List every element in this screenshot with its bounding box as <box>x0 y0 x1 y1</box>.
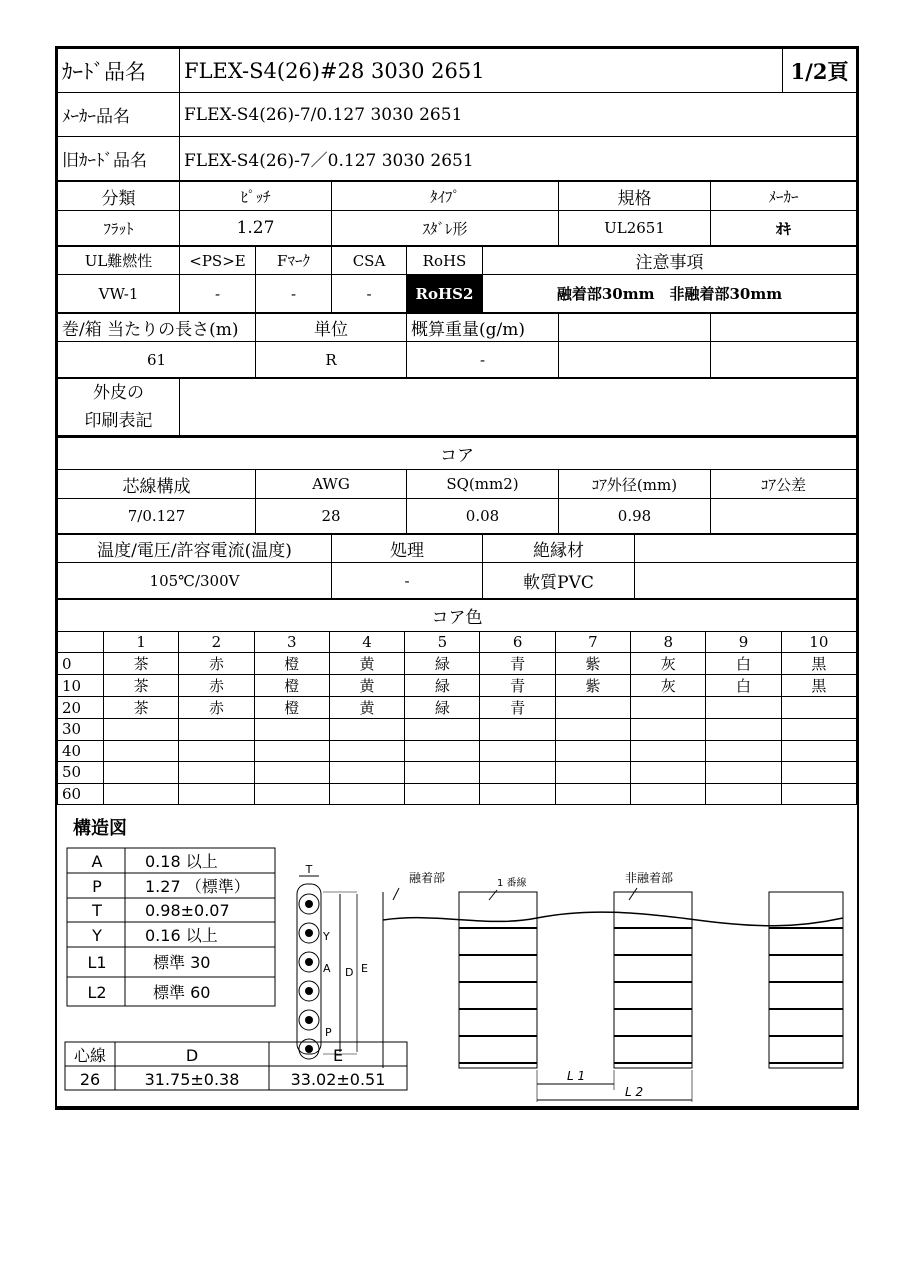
core-color-col-5: 5 <box>405 632 480 653</box>
core-color-cell: 茶 <box>104 653 179 675</box>
core-color-cell: 黄 <box>329 653 404 675</box>
core-color-cell <box>631 697 706 719</box>
page-number: 1/2頁 <box>783 49 857 93</box>
maker-header: ﾒｰｶｰ <box>711 182 857 211</box>
weight-header: 概算重量(g/m) <box>407 314 559 342</box>
core-color-row-label: 0 <box>58 653 104 675</box>
pse-value: - <box>180 275 256 313</box>
label-L2: L 2 <box>625 1085 644 1099</box>
core-diameter-header: ｺｱ外径(mm) <box>559 470 711 499</box>
cross-section-drawing <box>297 863 368 1059</box>
wire-conductor-dot <box>305 1045 313 1053</box>
csa-value: - <box>332 275 407 313</box>
core-color-row-label: 40 <box>58 740 104 762</box>
standard-header: 規格 <box>559 182 711 211</box>
side-view-drawing <box>383 870 843 1102</box>
notes-header: 注意事項 <box>483 247 857 275</box>
core-color-row <box>58 762 857 784</box>
core-dim-wire-count: 26 <box>79 1070 101 1089</box>
core-structure-value: 7/0.127 <box>58 499 256 534</box>
label-non-fused: 非融着部 <box>625 871 674 885</box>
ul-flame-value: VW-1 <box>58 275 180 313</box>
core-color-table <box>57 599 857 805</box>
old-card-name-value: FLEX-S4(26)-7／0.127 3030 2651 <box>180 137 857 181</box>
core-color-cell: 黄 <box>329 675 404 697</box>
core-color-row-label: 60 <box>58 783 104 805</box>
core-color-cell <box>104 719 179 741</box>
label-first-wire: 1 番線 <box>497 878 527 889</box>
core-color-col-2: 2 <box>179 632 254 653</box>
csa-header: CSA <box>332 247 407 275</box>
core-color-row <box>58 740 857 762</box>
maker-name-value: FLEX-S4(26)-7/0.127 3030 2651 <box>180 93 857 137</box>
spec-sheet <box>55 46 859 1110</box>
maker-name-label: ﾒｰｶｰ品名 <box>58 93 180 137</box>
core-color-cell <box>254 762 329 784</box>
type-header: ﾀｲﾌﾟ <box>332 182 559 211</box>
core-color-cell <box>329 762 404 784</box>
core-color-cell: 黒 <box>781 675 856 697</box>
core-color-cell: 橙 <box>254 675 329 697</box>
core-color-cell <box>480 762 555 784</box>
structure-diagram <box>57 800 857 1106</box>
pse-header: <PS>E <box>180 247 256 275</box>
core-color-cell: 茶 <box>104 675 179 697</box>
print-label <box>58 379 180 436</box>
rohs-header: RoHS <box>407 247 483 275</box>
treatment-value: - <box>332 563 483 599</box>
spec-value-P: 1.27 （標準） <box>145 877 250 896</box>
length-header: 巻/箱 当たりの長さ(m) <box>58 314 256 342</box>
core-dim-E-value: 33.02±0.51 <box>290 1070 386 1089</box>
label-L1: L 1 <box>567 1069 586 1083</box>
core-color-cell <box>631 740 706 762</box>
spec-key-L2: L2 <box>87 983 107 1002</box>
core-color-cell <box>405 762 480 784</box>
insulation-header: 絶縁材 <box>483 535 635 563</box>
corner-cell <box>58 632 104 653</box>
wire-conductor-dot <box>305 929 313 937</box>
core-color-cell <box>104 762 179 784</box>
wire-conductor-dot <box>305 900 313 908</box>
standard-value: UL2651 <box>559 211 711 246</box>
packaging-table <box>57 313 857 378</box>
core-color-row <box>58 653 857 675</box>
core-dim-header-E: E <box>332 1046 344 1065</box>
core-color-cell <box>555 719 630 741</box>
core-title: コア <box>58 437 857 470</box>
core-diameter-value: 0.98 <box>559 499 711 534</box>
core-color-header-row <box>58 632 857 653</box>
core-tolerance-header: ｺｱ公差 <box>711 470 857 499</box>
rohs-badge: RoHS2 <box>407 275 483 313</box>
spec-value-L2: 標準 60 <box>153 983 211 1002</box>
spec-key-L1: L1 <box>87 953 107 972</box>
core-color-cell: 緑 <box>405 653 480 675</box>
standards-table <box>57 246 857 313</box>
pitch-value: 1.27 <box>180 211 332 246</box>
core-color-cell <box>706 740 781 762</box>
side-wire-lines <box>459 928 843 1063</box>
core-color-cell <box>781 740 856 762</box>
core-dim-header-D: D <box>185 1046 199 1065</box>
core-color-col-1: 1 <box>104 632 179 653</box>
dimension-spec-table <box>67 848 275 1006</box>
core-color-cell: 紫 <box>555 675 630 697</box>
core-color-cell <box>329 719 404 741</box>
spec-value-Y: 0.16 以上 <box>145 926 218 945</box>
core-color-cell: 緑 <box>405 675 480 697</box>
core-color-row <box>58 719 857 741</box>
label-T: T <box>305 863 313 876</box>
spec-key-Y: Y <box>92 926 102 945</box>
core-dim-D-value: 31.75±0.38 <box>144 1070 240 1089</box>
notes-value: 融着部30mm 非融着部30mm <box>483 275 857 313</box>
weight-value: - <box>407 342 559 378</box>
core-color-row <box>58 697 857 719</box>
core-color-cell <box>555 740 630 762</box>
core-color-cell: 茶 <box>104 697 179 719</box>
spec-value-L1: 標準 30 <box>153 953 211 972</box>
print-label-line1: 外皮の <box>93 383 144 403</box>
core-color-cell: 黄 <box>329 697 404 719</box>
core-tolerance-value <box>711 499 857 534</box>
header-table <box>57 48 857 181</box>
core-color-cell: 青 <box>480 697 555 719</box>
sq-header: SQ(mm2) <box>407 470 559 499</box>
class-header: 分類 <box>58 182 180 211</box>
core-table <box>57 436 857 534</box>
rating-blank-value <box>635 563 857 599</box>
f-mark-value: - <box>256 275 332 313</box>
f-mark-header: Fﾏｰｸ <box>256 247 332 275</box>
core-color-cell <box>781 697 856 719</box>
core-color-col-3: 3 <box>254 632 329 653</box>
rating-header: 温度/電圧/許容電流(温度) <box>58 535 332 563</box>
label-D: D <box>345 966 354 979</box>
label-A: A <box>323 962 331 975</box>
core-color-cell <box>179 719 254 741</box>
wire-circles <box>299 894 319 1059</box>
rating-table <box>57 534 857 599</box>
core-color-cell: 橙 <box>254 653 329 675</box>
core-color-row-label: 10 <box>58 675 104 697</box>
label-E: E <box>361 962 368 975</box>
pitch-header: ﾋﾟｯﾁ <box>180 182 332 211</box>
treatment-header: 処理 <box>332 535 483 563</box>
spec-value-A: 0.18 以上 <box>145 852 218 871</box>
rating-blank-header <box>635 535 857 563</box>
core-color-cell <box>631 762 706 784</box>
print-label-line2: 印刷表記 <box>84 411 153 431</box>
insulation-value: 軟質PVC <box>483 563 635 599</box>
core-color-cell <box>781 762 856 784</box>
core-color-cell <box>254 719 329 741</box>
core-dimension-table <box>65 1042 407 1090</box>
core-color-cell <box>555 762 630 784</box>
core-color-col-9: 9 <box>706 632 781 653</box>
core-color-row <box>58 675 857 697</box>
core-color-cell <box>555 697 630 719</box>
sq-value: 0.08 <box>407 499 559 534</box>
length-value: 61 <box>58 342 256 378</box>
core-color-row-label: 20 <box>58 697 104 719</box>
core-color-cell: 赤 <box>179 653 254 675</box>
print-value <box>180 379 857 436</box>
unit-value: R <box>256 342 407 378</box>
blank-value-2 <box>711 342 857 378</box>
awg-value: 28 <box>256 499 407 534</box>
core-color-cell: 赤 <box>179 675 254 697</box>
core-color-cell: 黒 <box>781 653 856 675</box>
wire-conductor-dot <box>305 987 313 995</box>
core-color-row-label: 50 <box>58 762 104 784</box>
wire-conductor-dot <box>305 958 313 966</box>
core-color-col-6: 6 <box>480 632 555 653</box>
core-color-cell <box>781 719 856 741</box>
classification-table <box>57 181 857 246</box>
structure-diagram-svg <box>57 800 859 1106</box>
blank-header-1 <box>559 314 711 342</box>
blank-header-2 <box>711 314 857 342</box>
core-dim-header-wire: 心線 <box>73 1046 107 1065</box>
core-color-cell <box>405 740 480 762</box>
core-color-cell <box>104 740 179 762</box>
old-card-name-label: 旧ｶｰﾄﾞ品名 <box>58 137 180 181</box>
core-color-cell <box>631 719 706 741</box>
maker-value: ｵｷ <box>711 211 857 246</box>
core-color-cell <box>179 740 254 762</box>
core-color-cell <box>706 762 781 784</box>
core-color-cell <box>706 697 781 719</box>
label-Y: Y <box>323 930 330 943</box>
core-color-col-10: 10 <box>781 632 856 653</box>
core-color-cell: 紫 <box>555 653 630 675</box>
label-fused: 融着部 <box>409 871 446 885</box>
ul-flame-header: UL難燃性 <box>58 247 180 275</box>
rating-value: 105℃/300V <box>58 563 332 599</box>
core-color-cell <box>179 762 254 784</box>
card-name-label: ｶｰﾄﾞ品名 <box>58 49 180 93</box>
core-color-col-8: 8 <box>631 632 706 653</box>
class-value: ﾌﾗｯﾄ <box>58 211 180 246</box>
core-color-cell: 青 <box>480 675 555 697</box>
core-color-cell: 青 <box>480 653 555 675</box>
core-color-cell: 灰 <box>631 675 706 697</box>
awg-header: AWG <box>256 470 407 499</box>
print-table <box>57 378 857 436</box>
core-color-cell <box>254 740 329 762</box>
core-color-cell: 緑 <box>405 697 480 719</box>
label-P: P <box>325 1026 332 1039</box>
core-color-col-4: 4 <box>329 632 404 653</box>
core-color-title: コア色 <box>58 600 857 632</box>
core-color-cell <box>480 719 555 741</box>
core-color-cell <box>706 719 781 741</box>
structure-title: 構造図 <box>73 818 127 839</box>
wire-conductor-dot <box>305 1016 313 1024</box>
type-value: ｽﾀﾞﾚ形 <box>332 211 559 246</box>
unit-header: 単位 <box>256 314 407 342</box>
spec-value-T: 0.98±0.07 <box>145 901 230 920</box>
blank-value-1 <box>559 342 711 378</box>
core-color-cell <box>480 740 555 762</box>
core-color-cell: 灰 <box>631 653 706 675</box>
core-color-cell <box>405 719 480 741</box>
core-structure-header: 芯線構成 <box>58 470 256 499</box>
core-color-cell <box>329 740 404 762</box>
core-color-cell: 白 <box>706 675 781 697</box>
core-color-row-label: 30 <box>58 719 104 741</box>
spec-key-T: T <box>92 901 102 920</box>
spec-key-P: P <box>92 877 102 896</box>
card-name-value: FLEX-S4(26)#28 3030 2651 <box>180 49 783 93</box>
core-color-col-7: 7 <box>555 632 630 653</box>
core-color-cell: 橙 <box>254 697 329 719</box>
core-color-cell: 白 <box>706 653 781 675</box>
spec-key-A: A <box>91 852 103 871</box>
core-color-cell: 赤 <box>179 697 254 719</box>
